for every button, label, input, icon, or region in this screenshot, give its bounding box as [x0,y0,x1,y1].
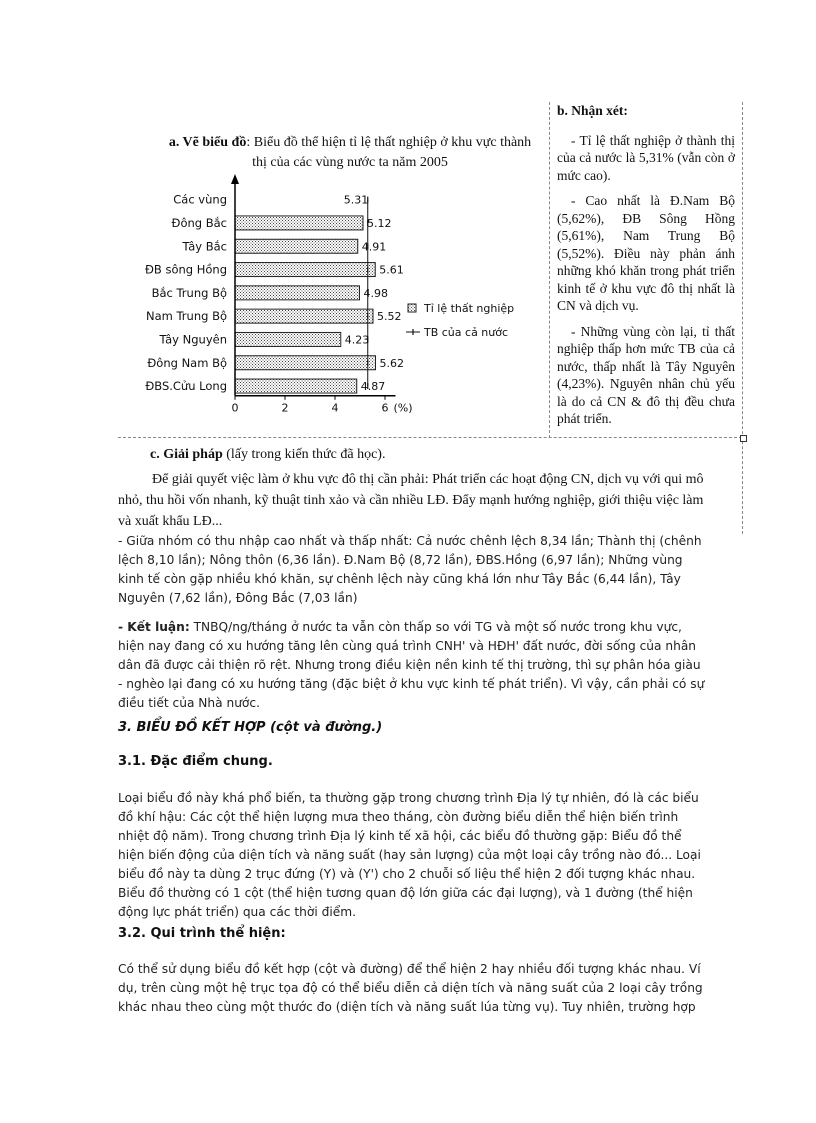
category-label: Tây Nguyên [159,332,227,347]
text-line: - Giữa nhóm có thu nhập cao nhất và thấp nhất: Cả nước chênh lệch 8,34 lần; Thành thị (chênh [118,534,702,548]
text-line: hiện biến động của diện tích và năng suất (hay sản lượng) của một loại cây trồng nào đó... Loại [118,848,701,862]
unemployment-bar-chart [132,172,540,422]
category-label: Tây Bắc [182,239,227,254]
x-tick-label: 6 [381,401,389,415]
x-tick-label: 2 [281,401,289,415]
category-label: ĐBS.Cửu Long [145,379,227,394]
bar [235,263,375,277]
legend-swatch-bars [408,304,416,312]
section-c-note: (lấy trong kiến thức đã học). [222,447,386,462]
value-label: 4.98 [363,286,388,300]
text-line: - nghèo lại đang có xu hướng tăng (đặc biệt ở khu vực kinh tế phát triển). Vì vậy, cần phải có sự [118,677,705,691]
category-label: Các vùng [173,192,227,207]
comment-paragraph-3: - Những vùng còn lại, tỉ thất nghiệp thấp hơn mức TB của cả nước, thấp nhất là Tây Nguyên (4,23%). Nguyên nhân chủ yếu là do cả CN & đô thị đều chưa phát triển. [557,323,735,426]
comment-paragraph-1: - Tỉ lệ thất nghiệp ở thành thị của cả nước là 5,31% (vẫn còn ở mức cao). [557,132,735,183]
section-a-label: a. Vẽ biểu đồ [168,135,247,150]
text-line: hiện nay đang có xu hướng tăng lên cùng quá trình CNH' và HĐH' đất nước, đời sống của nhân [118,639,697,653]
bar [235,286,360,300]
legend-label-bars: Tỉ lệ thất nghiệp [424,302,515,315]
x-tick-label: 0 [231,401,239,415]
legend-label-average: TB của cả nước [424,326,509,339]
value-label: 5.12 [367,216,392,230]
y-axis-arrow [231,174,239,184]
category-label: Đông Nam Bộ [147,355,227,370]
comment-paragraph-2: - Cao nhất là Đ.Nam Bộ (5,62%), ĐB Sông Hồng (5,61%), Nam Trung Bộ (5,52%). Điều này phản ánh những khó khăn trong phát triển kinh tế ở khu vực đô thị nhất là CN và dịch vụ. [557,193,735,313]
section-c-heading [150,447,385,463]
section-b-title: b. Nhận xét: [557,103,628,118]
text-line: Loại biểu đồ này khá phổ biến, ta thường gặp trong chương trình Địa lý tự nhiên, đó là các biểu [118,791,699,805]
text-line: nhiệt độ năm). Trong chương trình Địa lý kinh tế xã hội, các biểu đồ thường gặp: Biểu đồ thể [118,829,682,843]
value-label: 4.87 [360,380,386,394]
bar [235,379,357,393]
category-label: Nam Trung Bộ [145,309,227,324]
comments-column [557,102,735,436]
solution-line-2: nhỏ, thu hồi vốn nhanh, kỹ thuật tinh xảo và cần nhiều LĐ. Đẩy mạnh hướng nghiệp, giới thiệu việc làm [118,493,704,508]
value-label: 4.23 [344,333,370,347]
text-line: lệch 8,10 lần); Nông thôn (6,36 lần). Đ.Nam Bộ (8,72 lần), ĐBS.Hồng (6,97 lần); Những vùng [118,553,683,567]
chart-caption [150,133,550,173]
text-line: động lực phát triển) qua các thời điểm. [118,905,356,919]
value-label: 5.52 [377,310,402,324]
heading-3: 3. BIỂU ĐỒ KẾT HỢP (cột và đường.) [118,720,383,735]
income-gap-paragraph [118,532,702,608]
frame-bottom-edge [118,437,742,438]
text-line: dụ, trên cùng một hệ trục tọa độ có thể biểu diễn cả diện tích và năng suất của 2 loại cây trồng [118,981,703,995]
heading-3-1: 3.1. Đặc điểm chung. [118,754,273,769]
chart-title-line2: thị của các vùng nước ta năm 2005 [252,155,448,170]
conclusion-label: - Kết luận: [118,620,190,634]
solution-line-1: Để giải quyết việc làm ở khu vực đô thị cần phải: Phát triển các hoạt động CN, dịch vụ với qui mô [152,472,704,487]
text-line: TNBQ/ng/tháng ở nước ta vẫn còn thấp so với TG và một số nước trong khu vực, [189,620,682,634]
text-line: Biểu đồ thường có 1 cột (thể hiện tương quan độ lớn giữa các đại lượng), và 1 đường (thể hiện [118,886,693,900]
value-label: 5.61 [379,263,404,277]
general-features-paragraph [118,789,701,922]
text-line: biểu đồ này ta dùng 2 trục đứng (Y) và (Y') cho 2 chuỗi số liệu thể hiện 2 đối tượng khác nhau. [118,867,696,881]
bar [235,356,376,370]
text-line: dân đã được cải thiện rõ rệt. Nhưng trong điều kiện nền kinh tế thị trường, thì sự phân hóa giàu [118,658,701,672]
bar [235,239,358,253]
bar [235,216,363,230]
bar [235,332,341,346]
x-unit-label: (%) [393,401,413,415]
text-line: kinh tế còn gặp nhiều khó khăn, sự chênh lệch này cũng khá lớn như Tây Bắc (6,44 lần), Tây [118,572,681,586]
text-line: đồ khí hậu: Các cột thể hiện lượng mưa theo tháng, còn đường biểu diễn thể hiện biến trình [118,810,679,824]
category-label: Đông Bắc [171,215,227,230]
column-divider [549,102,550,438]
x-tick-label: 4 [331,401,339,415]
text-line: khác nhau theo cùng một thước đo (diện tích và năng suất lúa từng vụ). Tuy nhiên, trường hợp [118,1000,696,1014]
category-label: Bắc Trung Bộ [151,285,227,300]
value-label: 4.91 [361,240,387,254]
category-label: ĐB sông Hồng [145,262,227,277]
chart-title-line1: : Biểu đồ thể hiện tỉ lệ thất nghiệp ở khu vực thành [246,135,532,150]
text-line: điều tiết của Nhà nước. [118,696,260,710]
value-label: 5.62 [379,356,404,370]
procedure-paragraph [118,960,703,1017]
solution-line-3: và xuất khẩu LĐ... [118,514,223,529]
value-label: 5.31 [343,193,369,207]
section-c-label: c. Giải pháp [150,447,223,462]
heading-3-2: 3.2. Qui trình thể hiện: [118,926,286,941]
resize-handle[interactable] [740,435,747,442]
text-line: Nguyên (7,62 lần), Đông Bắc (7,03 lần) [118,591,358,605]
text-line: Có thể sử dụng biểu đồ kết hợp (cột và đường) để thể hiện 2 hay nhiều đối tượng khác nhau. Ví [118,962,701,976]
bar [235,309,373,323]
conclusion-paragraph [118,618,705,713]
solution-paragraph [118,469,746,532]
